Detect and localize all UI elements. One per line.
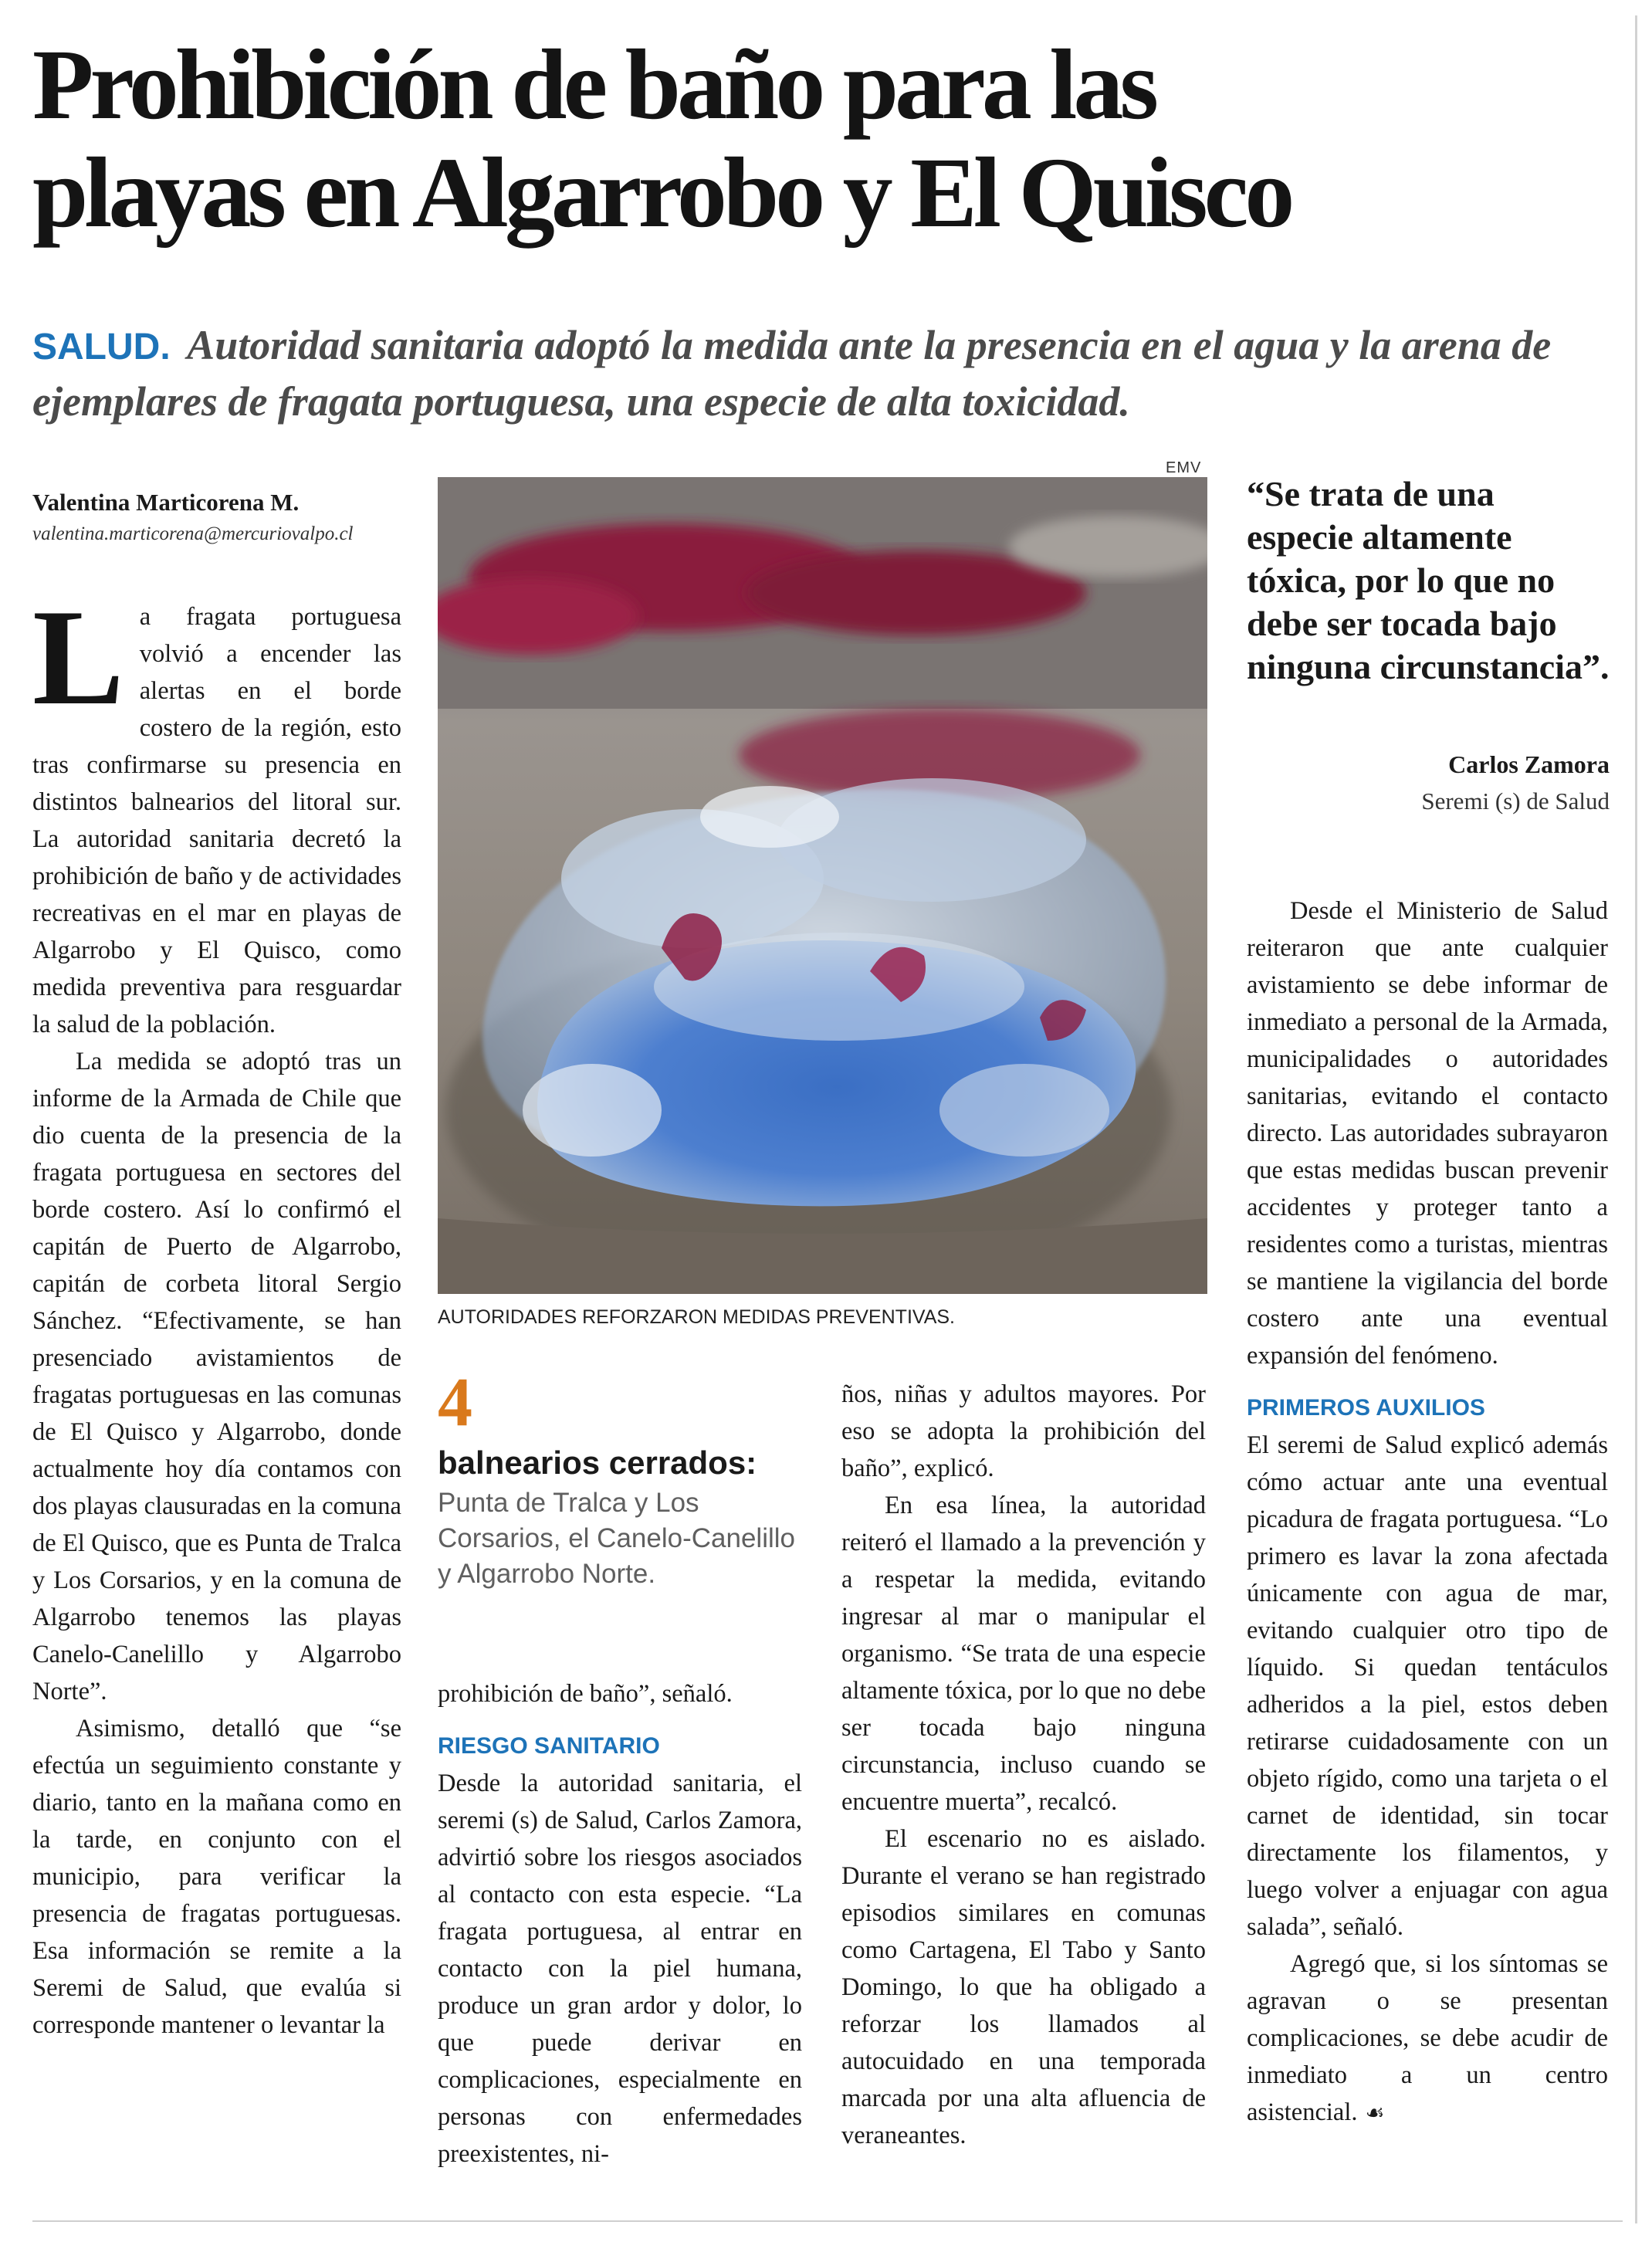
subhead-primeros-auxilios: PRIMEROS AUXILIOS [1247,1395,1485,1421]
subhead-riesgo-sanitario: RIESGO SANITARIO [438,1733,660,1759]
author-email[interactable]: valentina.marticorena@mercuriovalpo.cl [32,523,354,544]
body-paragraph: Desde la autoridad sanitaria, el seremi (s) de Salud, Carlos Zamora, advirtió sobre los riesgos asociados al contacto con esta especie. “La fragata portuguesa, al entrar en contacto con la piel humana, produce un gran ardor y dolor, lo que puede derivar en complicaciones, especialmente en personas con enfermedades preexistentes, ni- [438,1770,802,2168]
body-paragraph: Asimismo, detalló que “se efectúa un seguimiento constante y diario, tanto en la mañana como en la tarde, en conjunto con el municipio, para verificar la presencia de fragatas portuguesas. Esa información se remite a la Seremi de Salud, que evalúa si corresponde mantener o levantar la [32,1715,401,2039]
photo-caption: AUTORIDADES REFORZARON MEDIDAS PREVENTIVAS. [438,1306,956,1328]
column-1 [32,581,401,2044]
pull-quote: “Se trata de una especie altamente tóxica, por lo que no debe ser tocada bajo ninguna circunstancia”. [1247,474,1610,686]
page-right-rule [1635,15,1637,2223]
column-3 [841,1376,1206,2154]
headline-line-2: playas en Algarrobo y El Quisco [32,137,1291,249]
column-4 [1247,892,1608,2132]
body-paragraph: La medida se adoptó tras un informe de la Armada de Chile que dio cuenta de la presencia de la fragata portuguesa en sectores del borde costero. Así lo confirmó el capitán de Puerto de Algarrobo, capitán de corbeta litoral Sergio Sánchez. “Efectivamente, se han presenciado avistamientos de fragatas portuguesas en las comunas de El Quisco y Algarrobo, donde actualmente hoy día contamos con dos playas clausuradas en la comuna de El Quisco, que es Punta de Tralca y Los Corsarios, y en la comuna de Algarrobo tenemos las playas Canelo-Canelillo y Algarrobo Norte”. [32,1048,401,1705]
byline [32,486,403,550]
jellyfish-photo-illustration [438,477,1207,1294]
body-paragraph: Desde el Ministerio de Salud reiteraron que ante cualquier avistamiento se debe informar de inmediato a personal de la Armada, municipalidades o autoridades sanitarias, evitando el contacto directo. Las autoridades subrayaron que estas medidas buscan prevenir accidentes y proteger tanto a residentes como a turistas, mientras se mantiene la vigilancia del borde costero ante una eventual expansión del fenómeno. [1247,897,1608,1370]
body-paragraph: Agregó que, si los síntomas se agravan o se presentan complicaciones, se debe acudir de inmediato a un centro asistencial. ☙ [1247,1950,1608,2126]
deck-text: Autoridad sanitaria adoptó la medida ante la presencia en el agua y la arena de ejemplares de fragata portuguesa, una especie de alta toxicidad. [32,322,1552,425]
bottom-rule [32,2220,1623,2222]
headline-line-1: Prohibición de baño para las [32,29,1156,141]
drop-cap: L [32,581,124,733]
section-tag: SALUD. [32,327,171,367]
author-name: Valentina Marticorena M. [32,489,300,516]
body-paragraph: En esa línea, la autoridad reiteró el llamado a la prevención y a respetar la medida, evitando ingresar al mar o manipular el organismo. “Se trata de una especie altamente tóxica, por lo que no debe ser tocada bajo ninguna circunstancia, incluso cuando se encuentre muerta”, recalcó. [841,1492,1206,1816]
body-paragraph: El escenario no es aislado. Durante el verano se han registrado episodios similares en comunas como Cartagena, El Tabo y Santo Domingo, lo que ha obligado a reforzar los llamados al autocuidado en una temporada marcada por una alta afluencia de veraneantes. [841,1825,1206,2149]
article-photo [438,477,1207,1294]
body-paragraph: ños, niñas y adultos mayores. Por eso se adopta la prohibición del baño”, explicó. [841,1380,1206,1482]
body-paragraph: prohibición de baño”, señaló. [438,1680,733,1708]
column-2 [438,1675,802,2173]
factbox-label: balnearios cerrados: [438,1444,757,1481]
pull-quote-author: Carlos Zamora [1448,750,1610,778]
headline [32,31,1623,247]
photo-credit: EMV [1166,459,1202,476]
body-paragraph: El seremi de Salud explicó además cómo actuar ante una eventual picadura de fragata portuguesa. “Lo primero es lavar la zona afectada únicamente con agua de mar, evitando cualquier otro tipo de líquido. Si quedan tentáculos adheridos a la piel, estos deben retirarse cuidadosamente con un objeto rígido, como una tarjeta o el carnet de identidad, sin tocar directamente los filamentos, y luego volver a enjuagar con agua salada”, señaló. [1247,1431,1608,1941]
factbox-number: 4 [438,1364,472,1441]
body-paragraph: La fragata portuguesa volvió a encender las alertas en el borde costero de la región, esto tras confirmarse su presencia en distintos balnearios del litoral sur. La autoridad sanitaria decretó la prohibición de baño y de actividades recreativas en el mar en playas de Algarrobo y El Quisco, como medida preventiva para resguardar la salud de la población. [32,581,401,1038]
end-mark-icon: ☙ [1365,2100,1385,2125]
factbox-text: Punta de Tralca y Los Corsarios, el Canelo-Canelillo y Algarrobo Norte. [438,1488,795,1589]
deck [32,318,1576,428]
pull-quote-role: Seremi (s) de Salud [1421,787,1610,815]
